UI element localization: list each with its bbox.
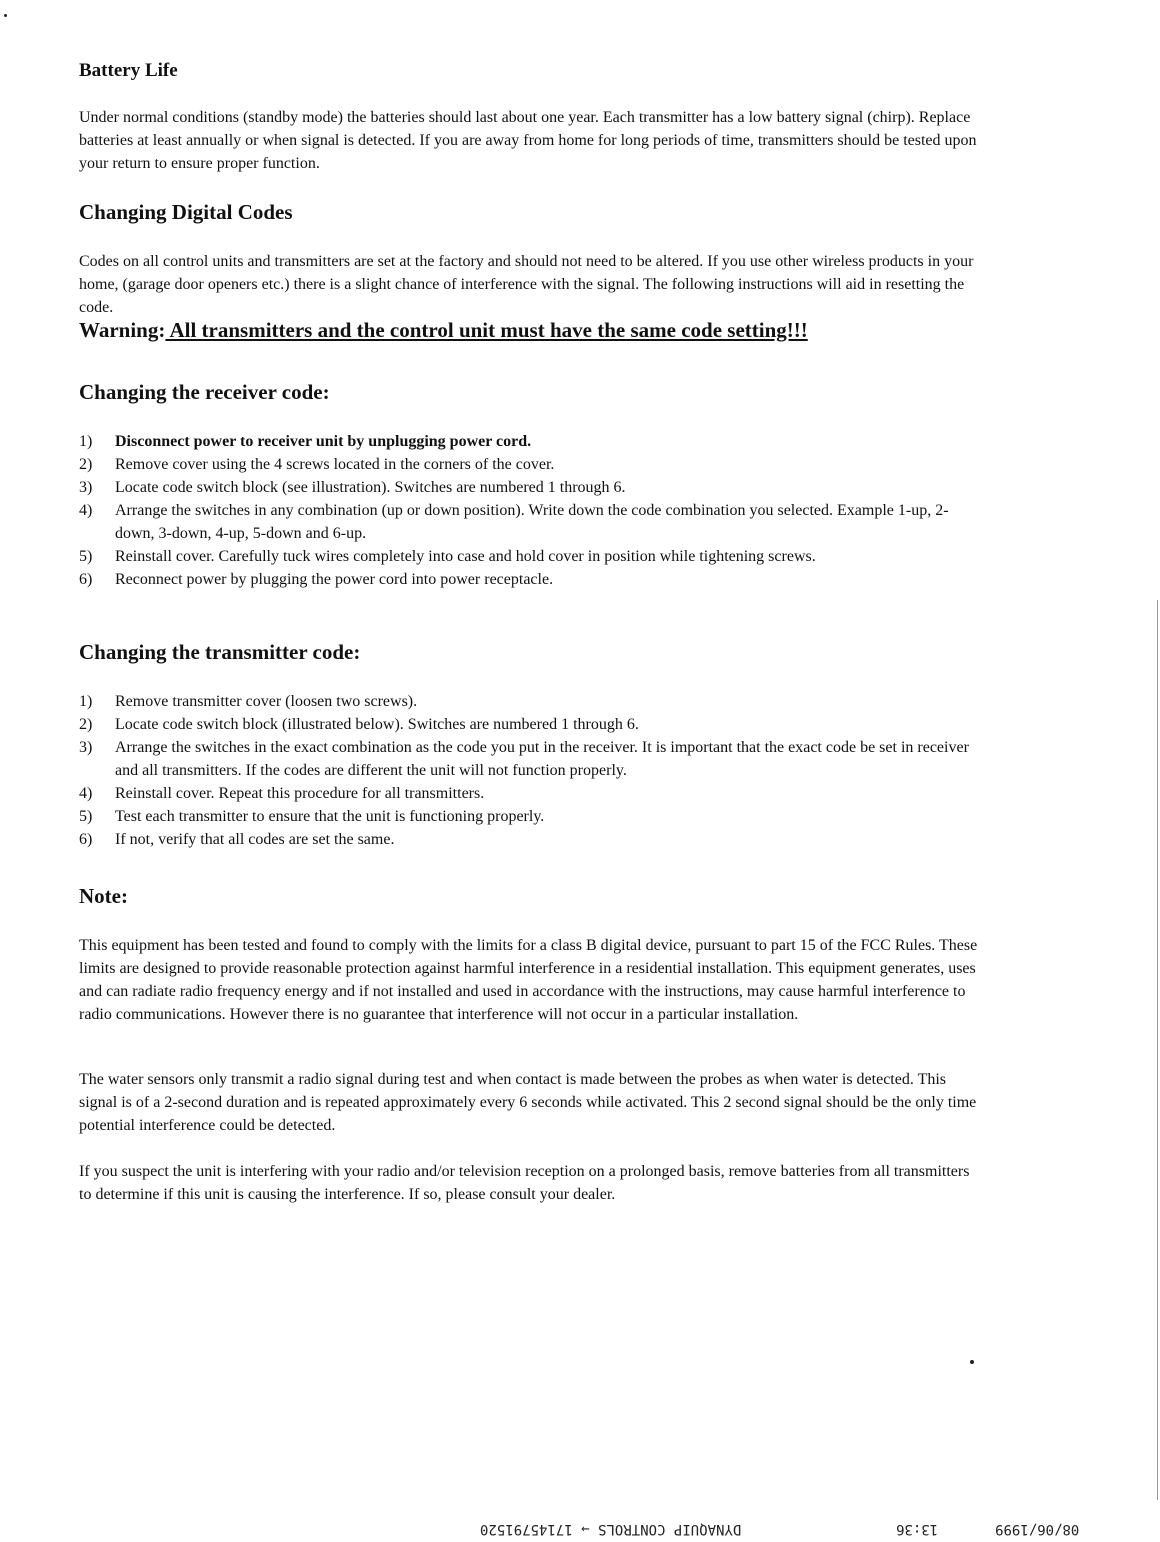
list-item: 2) Remove cover using the 4 screws located in the corners of the cover.	[79, 456, 555, 473]
list-item: 3) Arrange the switches in the exact combination as the code you put in the receiver. It is important that the exact code be set in receiver and all transmitters. If the codes are different the unit will not function properly.	[79, 739, 969, 779]
warning-text: All transmitters and the control unit must have the same code setting!!!	[165, 318, 808, 342]
digital-codes-heading: Changing Digital Codes	[79, 200, 293, 224]
list-item: 4) Arrange the switches in any combination (up or down position). Write down the code combination you selected. Example 1-up, 2-down, 3-down, 4-up, 5-down and 6-up.	[79, 502, 949, 542]
scan-speck	[970, 1360, 974, 1364]
note-interference-paragraph: If you suspect the unit is interfering with your radio and/or television reception on a prolonged basis, remove batteries from all transmitters to determine if this unit is causing the interference. If so, please consult your dealer.	[79, 1163, 970, 1203]
note-fcc-paragraph: This equipment has been tested and found to comply with the limits for a class B digital device, pursuant to part 15 of the FCC Rules. These limits are designed to provide reasonable protection against harmful interference in a residential installation. This equipment generates, uses and can radiate radio frequency energy and if not installed and used in accordance with the instructions, may cause harmful interference to radio communications. However there is no guarantee that interference will not occur in a particular installation.	[79, 937, 978, 1023]
list-item: 3) Locate code switch block (see illustration). Switches are numbered 1 through 6.	[79, 479, 626, 496]
fax-time: 13:36	[896, 1521, 939, 1537]
list-item: 6) Reconnect power by plugging the power cord into power receptacle.	[79, 571, 554, 588]
battery-life-text: Under normal conditions (standby mode) the batteries should last about one year. Each transmitter has a low battery signal (chirp). Replace batteries at least annually or when signal is detected. If you are away from home for long periods of time, transmitters should be tested upon your return to ensure proper function.	[79, 109, 977, 172]
fax-sender: DYNAQUIP CONTROLS → 17145791520	[480, 1521, 742, 1537]
warning-label: Warning:	[79, 318, 166, 342]
transmitter-steps-list	[79, 690, 979, 851]
fax-transmission-footer	[0, 1518, 1160, 1542]
list-item: 5) Test each transmitter to ensure that the unit is functioning properly.	[79, 808, 545, 825]
transmitter-code-heading: Changing the transmitter code:	[79, 640, 361, 664]
note-heading: Note:	[79, 884, 128, 908]
list-item: 2) Locate code switch block (illustrated below). Switches are numbered 1 through 6.	[79, 716, 639, 733]
battery-life-heading: Battery Life	[79, 60, 178, 81]
scan-speck	[4, 14, 7, 17]
fax-date: 08/06/1999	[995, 1521, 1080, 1537]
list-item: 1) Disconnect power to receiver unit by unplugging power cord.	[79, 433, 532, 450]
list-item: 1) Remove transmitter cover (loosen two screws).	[79, 693, 418, 710]
list-item: 4) Reinstall cover. Repeat this procedure for all transmitters.	[79, 785, 485, 802]
note-water-sensor-paragraph: The water sensors only transmit a radio signal during test and when contact is made between the probes as when water is detected. This signal is of a 2-second duration and is repeated approximately every 6 seconds while activated. This 2 second signal should be the only time potential interference could be detected.	[79, 1071, 977, 1134]
receiver-code-heading: Changing the receiver code:	[79, 380, 330, 404]
scan-edge-line	[1157, 600, 1158, 1500]
warning-line	[79, 318, 808, 343]
list-item: 5) Reinstall cover. Carefully tuck wires completely into case and hold cover in position while tightening screws.	[79, 548, 816, 565]
list-item: 6) If not, verify that all codes are set the same.	[79, 831, 395, 848]
receiver-steps-list	[79, 430, 979, 591]
digital-codes-text: Codes on all control units and transmitters are set at the factory and should not need to be altered. If you use other wireless products in your home, (garage door openers etc.) there is a slight chance of interference with the signal. The following instructions will aid in resetting the code.	[79, 253, 974, 316]
